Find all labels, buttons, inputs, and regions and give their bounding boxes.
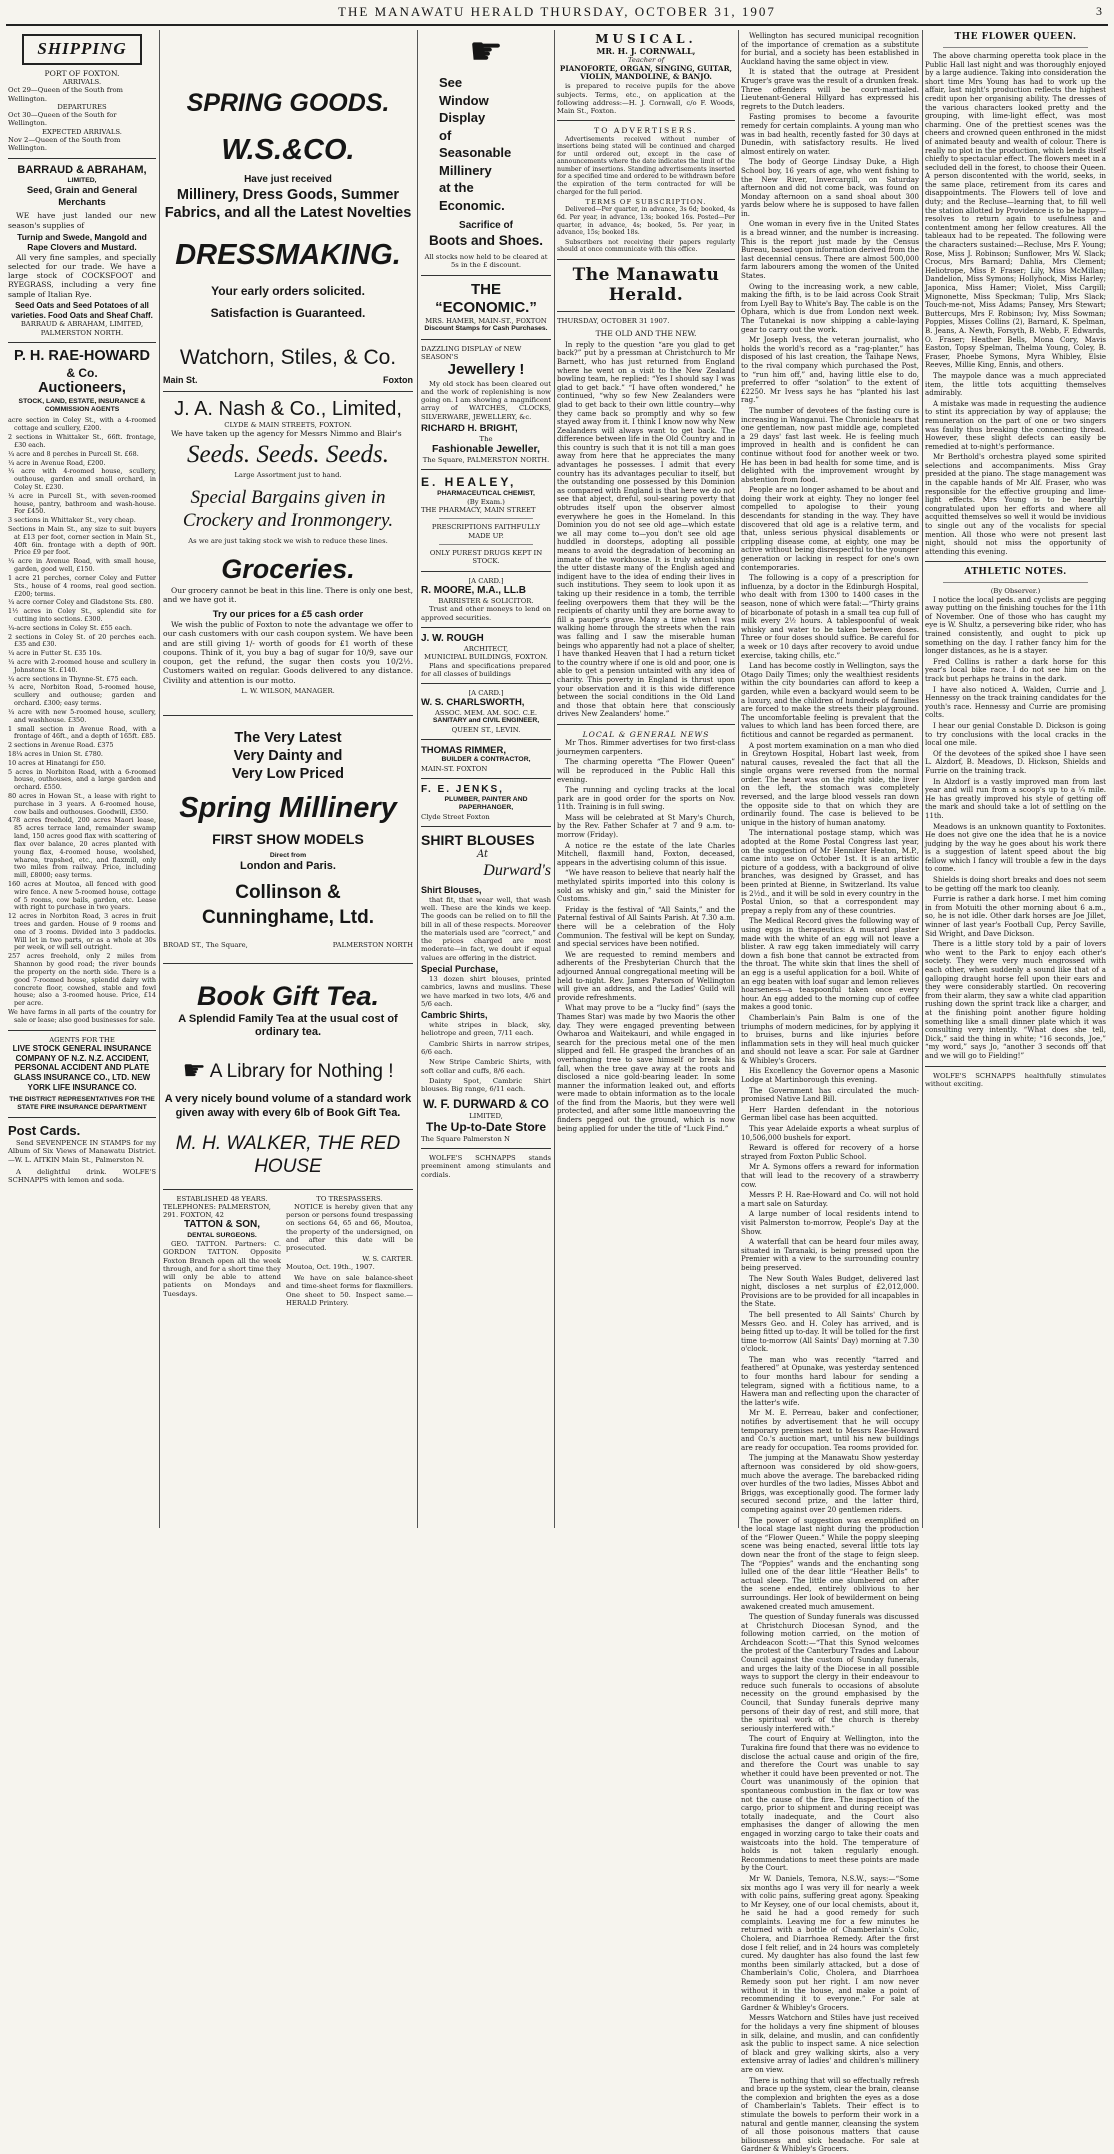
masthead-rule [6,24,1108,26]
expected-label: EXPECTED ARRIVALS. [42,127,122,136]
purest-drugs: ONLY PUREST DRUGS KEPT IN STOCK. [429,548,543,566]
news-paragraph: One woman in every five in the United States is a bread winner, and the number is increasing. This is the report just made by the Census Bureau, based upon information derived from the last decennial census. There are almost 500,000 farm labourers among the women of the United States. [741,219,919,281]
news-paragraph: Messrs Watchorn and Stiles have just received for the holidays a very fine shipment of blouses in silk, delaine, and muslin, and can confidently ask the public to inspect same. A nice selection of black and grey walking skirts, also a very extensive array of ladies' and children's millinery are on view. [741,2013,919,2074]
land-listing: 2 sections in Coley St. of 20 perches each. £35 and £30. [8,632,156,649]
flower-queen-paragraph: The above charming operetta took place in the Public Hall last night and was thoroughly enjoyed by a large audience. Taking into consideration the short time Mrs Young has had to work up the affair, last night's production reflects the highest credit upon her organising ability. The dresses of the various characters looked pretty and the grouping, with lime-light effect, was most charming. One of the prettiest scenes was the cheers and crowned queen enthroned in the midst of animated beauty and wealth of colour. There is really no plot in the production, which lends itself chiefly to spectacular effect. The flowers meet in a secluded dell in the forest, to choose their Queen. A person discontented with the world, seeks, in the same place, retirement from its cares and disappointments. The Flowers tell of love and duty; and the Recluse—learning that, to fill well the station allotted by Providence is to be happy—resolves to return again to usefulness and contentment among her fellow creatures. All the tableaux had to be repeated. The following were the characters sustained:—Recluse, Mrs F. Young; Rose, Miss J. Robinson; Sunflower, Mrs W. Slack; Crocus, Mrs Barnard; Dahlia, Mrs Clement; Heliotrope, Miss P. Fraser; Lily, Miss McMillan; Dandelion, Miss Symons; Hollyhock, Miss Harley; Japonica, Miss Hamer; Violet, Miss Cargill; Mignonette, Miss Speckman; Tulip, Mrs Slack; Touch-me-not, Miss Adams; Pansey, Mrs Stewart; Buttercups, Mrs F. Robinson; Ivy, Miss Sowman; Poppies, Misses Collins (2), Barnard, K. Spelman, B. Jeans, A. Newth, Forsyth, B. Webb, F. Edwards, O. Fraser; Heather Bells, Mona Cory, Mavis Easton, Topsy Spelman, Thelma Young, Coley, B. Fraser, Phoebe Symons, Myra Whibley, Elsie Reeves, Millie King, Ennis, and others. [925,50,1106,370]
land-listing: 2 sections in Avenue Road. £375 [8,741,114,750]
prescriptions: PRESCRIPTIONS FAITHFULLY MADE UP. [431,523,541,540]
page-number: 3 [1096,4,1102,18]
divider [557,311,735,312]
column-rule [554,30,555,1528]
land-listing: ¼ acre and 8 perches in Purcell St. £68. [8,449,139,458]
of-word: of [439,127,452,143]
barraud-sub2: Merchants [58,196,106,208]
local-item: Mass will be celebrated at St Mary's Church, by the Rev. Father Schafer at 7 and 9 a.m. to-morrow (Friday). [557,812,735,840]
flower-queen-paragraph: A mistake was made in requesting the audience to stint its appreciation by way of applause; the remuneration on the part of one or two singers was faulty thus breaking the connecting thread. However, these slight defects can easily be remedied at to-night's performance. [925,398,1106,451]
wolfes-ad: A delightful drink. WOLFE'S SCHNAPPS with lemon and soda. [8,1167,156,1185]
new-stripe: New Stripe Cambric Shirts, with soft collar and cuffs, 8/6 each. [421,1058,551,1075]
see-window-block [421,74,551,214]
seeds-heading: Seeds. Seeds. Seeds. [186,441,389,469]
flower-queen-paragraph: Mr Berthold's orchestra played some spirited selections and accompaniments. Miss Gray presided at the piano. The stage management was in the capable hands of Mr Alf. Fraser, who was responsible for the effective grouping and lime-light effects. Mrs Young is to be heartily congratulated upon her efforts and where all acquitted themselves so well it would be invidious to single out any of the vocalists for special mention. All those who were not present last night, should not miss the opportunity of attending this evening. [925,452,1106,556]
divider [421,275,551,276]
news-paragraph: The Government has circulated the much-promised Native Land Bill. [741,1085,919,1104]
walker-red-house: M. H. WALKER, THE RED HOUSE [175,1133,401,1178]
barraud-body: WE have just landed our new season's supplies of [8,211,156,230]
district-reps: THE DISTRICT REPRESENTATIVES FOR THE STATE FIRE INSURANCE DEPARTMENT [9,1095,155,1111]
land-listing: 3 sections in Whittaker St., very cheap. [8,516,136,525]
municipal-buildings: MUNICIPAL BUILDINGS, FOXTON. [424,653,548,662]
athletic-paragraph: In Alzdorf is a vastly improved man from last year and will run from a scoop's up to a ¼ mile. He has greatly improved his style of getting off the mark and should take a lot of settling on the 11th. [925,776,1106,820]
flower-queen-body [925,52,1106,556]
port-heading: PORT OF FOXTON. [44,68,120,78]
trespass-date: Moutoa, Oct. 19th., 1907. [286,1262,375,1271]
athletic-paragraph: I notice the local peds. and cyclists are pegging away putting on the finishing touches for the 11th of November. One of those who has caught my eye is W. Shultz, a persevering bike rider, who has trained consistently, and ought to pick up something on the day. I rather fancy him for the longer distances, as he is a stayer. [925,594,1106,656]
advertisers-body: Advertisements received without number of insertions being stated will be continued and charged for until ordered out, except in the case of announcements where the date indicates the limit of the number of insertions. Standing advertisements inserted for a specified time and ordered to be withdrawn before the expiration of the term contracted for will be charged for the full period. [557,135,735,196]
column-rule [922,30,923,1528]
athletic-paragraph: Meadows is an unknown quantity to Foxtonites. He does not give one the idea that he is a novice judging by the way he goes about his work there is a suggestion of latent speed about the big fellow which I fancy will trouble a few in the days to come. [925,821,1106,874]
flower-queen-paragraph: The maypole dance was a much appreciated item, the little tots acquitting themselves admirably. [925,370,1106,398]
land-listing: 1 acre 21 perches, corner Coley and Futter Sts., house of 4 rooms, real good section. £200; terms. [8,573,156,598]
land-listing: 80 acres in Howan St., a lease with right to purchase in 3 years. A 6-roomed house, cow bails and outhouses. Goodwill, £350. [8,792,156,816]
wolfes-ad: WOLFE'S SCHNAPPS healthfully stimulates without exciting. [925,1071,1106,1088]
land-listing: 12 acres in Norbiton Road, 3 acres in fruit trees and garden. House of 9 rooms and one of 3 rooms. Divided into 3 paddocks. Will let in two parts, or as a whole at 30s per week, or will sell outright. [8,912,156,952]
library-sub: A very nicely bound volume of a standard work given away with every 6lb of Book Gift Tea. [164,1093,412,1119]
square-palmerston: The Square Palmerston N [421,1134,510,1143]
land-listing: ¼-acre sections in Coley St. £55 each. [8,623,133,632]
news-paragraph: Mr W. Daniels, Temora, N.S.W., says:—“Some six months ago I was very ill for nearly a week with colic pains, suffering great agony. Speaking to Mr Keysey, one of our local chemists, about it, he said he had a good remedy for such complaints. Leaving me for a few minutes he returned with a bottle of Chamberlain's Colic, Cholera, and Diarrhoea Remedy. After the first dose I felt relief, and in 24 hours was completely cured. My daughter has also found the last few months been similarly attacked, but a dose of Chamberlain's Colic, Cholera, and Diarrhoea Remedy soon put her right. I am now never without it in the house, and make a point of recommending it to everyone.” For sale at Gardner & Whibley's Grocers. [741,1873,919,2012]
collinson-broad-st: BROAD ST., The Square, [163,940,248,949]
news-paragraph: The man who was recently “tarred and feathered” at Opunake, was yesterday sentenced to four months hard labour for sending a telegram, signed with a fictitious name, to a Hawera man and reflecting upon the character of the latter's wife. [741,1354,919,1407]
divider [421,826,551,827]
divider [925,561,1106,562]
athletic-paragraph: Fred Collins is rather a dark horse for this year's local bike race. I do not see him on the track but perhaps he trains in the dark. [925,656,1106,683]
local-item: “We have reason to believe that nearly half the methylated spirits imported into this colony is sold as whisky and gin,” said the Minister for Customs. [557,868,735,904]
pointing-hand-icon: ☛ [468,29,504,73]
agents-label: AGENTS FOR THE [49,1035,115,1044]
wolfes-ad: WOLFE'S SCHNAPPS stands preeminent among stimulants and cordials. [421,1154,551,1179]
rimmer-address: MAIN-ST. FOXTON [421,764,488,773]
bright-name: RICHARD H. BRIGHT, [421,423,518,435]
terms-label: TERMS OF SUBSCRIPTION. [585,198,707,207]
by-exam: (By Exam.) [467,497,505,506]
up-to-date-store: The Up-to-Date Store [426,1120,546,1135]
land-listing: 5 acres in Norbiton Road, with a 6-roomed house, outhouses, and a large garden and orchard. £550. [8,767,156,792]
land-listing: 1 small section in Avenue Road, with a frontage of 46ft., and a depth of 165ft. £85. [8,724,156,741]
flower-queen-heading: THE FLOWER QUEEN. [954,32,1077,42]
terms-body: Delivered—Per quarter, in advance, 3s 6d; booked, 4s 6d. Per year, in advance, 13s; booked 16s. Posted—Per quarter, in advance, 4s; booked, 5s. Per year, in advance, 15s; booked 18s. [557,206,735,237]
builder-contractor: BUILDER & CONTRACTOR, [441,756,531,764]
nash-address: CLYDE & MAIN STREETS, FOXTON. [224,420,352,429]
collinson-address [163,941,413,949]
divider [421,339,551,340]
news-paragraph: It is stated that the outrage at President Kruger's grave was the result of a drunken freak. Three offenders will be court-martialed. Lieutenant-General Hillyard has expressed his regrets to the Dutch leaders. [741,67,919,111]
tatton-body: GEO. TATTON. Partners: C. GORDON TATTON. Opposite Foxton Branch open all the week through, and for a short time they will only be able to attend patients on Mondays and Tuesdays. [163,1239,281,1298]
barraud-sign: BARRAUD & ABRAHAM, LIMITED, PALMERSTON NORTH. [20,320,144,337]
very-latest: The Very Latest [234,730,342,747]
all-stocks: All stocks now held to be cleared at 5s in the £ discount. [424,253,548,270]
plans: Plans and specifications prepared for all classes of buildings [421,661,551,678]
charlsworth-name: W. S. CHARLSWORTH, [421,697,525,709]
news-paragraph: Chamberlain's Pain Balm is one of the triumphs of modern medicines, for by applying it to bruises, burns and like injuries before inflammation sets in they will heal much quicker and should not leave a scar. For sale at Gardner & Whibley's Grocers. [741,1012,919,1065]
divider [943,582,1088,583]
moore-name: R. MOORE, M.A., LL.B [421,584,526,596]
shirt-blouses-heading: SHIRT BLOUSES [421,832,535,849]
special-purchase: Special Purchase, [421,964,499,975]
trespassers-heading: TO TRESPASSERS. [316,1194,383,1203]
collinson-name: Collinson & Cunninghame, Ltd. [201,882,375,929]
divider [163,715,413,716]
column-rule [738,30,739,1528]
barraud-items2: Seed Oats and Seed Potatoes of all varieties. Food Oats and Sheaf Chaff. [11,300,153,320]
millinery-word: Millinery [439,162,492,178]
established: ESTABLISHED 48 YEARS. [176,1194,268,1203]
dainty-spot: Dainty Spot, Cambric Shirt blouses. Big range, 6/11 each. [421,1076,551,1094]
news-paragraph: The following is a copy of a prescription for influenza, by a doctor in the Edinburgh Hospital, who dealt with from 1300 to 1400 cases in the season, none of which were fatal:—“Thirty grains of bicarbonate of potash in a small tea cup full of milk every 2½ hours. A tablespoonful of weak whisky and water to be taken between doses. Three or four doses should suffice. Be careful for a week or 10 days after recovery to avoid undue exercise, taking chills, etc.” [741,573,919,660]
special-body: 13 dozen shirt blouses, printed cambrics, lawns and muslins. These we have marked in two lots, 4/6 and 5/6 each. [421,975,551,1008]
cambric-shirts: Cambric Shirts, [421,1010,488,1021]
cambric-narrow: Cambric Shirts in narrow stripes, 6/6 each. [421,1039,551,1056]
jenks-name: F. E. JENKS, [421,784,504,796]
rae-howard-sub: STOCK, LAND, ESTATE, INSURANCE & COMMISSION AGENTS [18,397,146,414]
architect: ARCHITECT, [463,645,509,654]
sanitary-engineer: SANITARY and CIVIL ENGINEER, [432,717,540,725]
reduce-note: As we are just taking stock we wish to reduce these lines. [188,536,388,545]
very-dainty: Very Dainty and [233,747,343,764]
telephones: TELEPHONES: PALMERSTON, 291. FOXTON, 42 [163,1202,271,1220]
barraud-items: Turnip and Swede, Mangold and Rape Clovers and Mustard. [17,231,147,253]
at-word: At [477,849,489,861]
millinery-lines: Millinery, Dress Goods, Summer Fabrics, and all the Latest Novelties [164,187,412,222]
card-label: [A CARD.] [468,689,504,698]
divider [163,963,413,964]
wilson-manager: L. W. WILSON, MANAGER. [241,686,335,695]
watchorn-name: Watchorn, Stiles, & Co. [179,345,397,369]
land-listing: ¼ acre with 2-roomed house and scullery in Johnstone St. £140. [8,658,156,674]
paper-date: THURSDAY, OCTOBER 31 1907. [557,317,670,326]
economic-title: THE “ECONOMIC.” [435,280,537,316]
arrivals-label: ARRIVALS. [62,77,102,86]
subscribers-note: Subscribers not receiving their papers regularly should at once communicate with this office. [557,238,735,254]
news-paragraph: The bell presented to All Saints' Church by Messrs Geo. and H. Coley has arrived, and is being fitted up to-day. It will be tolled for the first time to-morrow (All Saints' Day) morning at 7.30 o'clock. [741,1309,919,1354]
land-listing: ¼ acre in Avenue Road, £200. [8,458,106,467]
rimmer-name: THOMAS RIMMER, [421,744,506,756]
departures-label: DEPARTURES [57,102,107,111]
divider [8,342,156,343]
trespass-ad [286,1195,413,1310]
library-row [163,1056,413,1088]
divider [421,778,551,779]
land-listing: 18¼ acres in Union St. £780. [8,749,103,758]
teacher-of: Teacher of [627,56,665,65]
news-paragraph: His Excellency the Governor opens a Masonic Lodge at Martinborough this evening. [741,1066,919,1085]
athletic-paragraph: Of the devotees of the spiked shoe I have seen L. Alzdorf, B. Meadows, D. Hickson, Shields and Furrie on the training track. [925,748,1106,775]
seasonable-word: Seasonable [439,145,512,161]
rae-howard-name: P. H. RAE-HOWARD [14,347,150,364]
athletic-paragraph: Furrie is rather a dark horse. I met him coming in from Motuiti the other morning about 6 a.m., so, he is not idle. Other dark horses are Joe Jillet, winner of last year's Football Cup, Percy Saville, Sid Wright, and Dave Dickson. [925,894,1106,938]
card-label: [A CARD.] [468,576,504,585]
rough-name: J. W. ROUGH [421,632,484,644]
display-word: Display [439,110,486,126]
land-listing: 257 acres freehold, only 2 miles from Shannon by good road; the river bounds the property on the north side. There is a good 7-roomed house, splendid dairy with concrete floor, cowshed, stable and fowl house; also a 3-roomed house. Price, £14 per acre. [8,952,156,1008]
try-prices: Try our prices for a £5 cash order [212,608,364,620]
article-heading: THE OLD AND THE NEW. [595,328,697,338]
column-rule [159,30,160,1528]
local-item: A notice re the estate of the late Charles Mitchell, flaxmill hand, Foxton, deceased, appears in the advertising column of this issue. [557,840,735,867]
barraud-body2: All very fine samples, and specially selected for our trade. We have a large stock of COCKSFOOT and RYEGRASS, including a very fine sample of Italian Rye. [8,252,156,299]
groceries-body: Our grocery cannot be beat in this line. There is only one best, and we have got it. [163,586,413,605]
athletic-paragraph: Shields is doing short breaks and does not seem to be getting off the mark too cleanly. [925,875,1106,893]
shipping-banner: SHIPPING [22,34,142,65]
news-paragraph: Reward is offered for recovery of a horse strayed from Foxton Public School. [741,1143,919,1161]
local-item: Friday is the festival of “All Saints,” and the Paternal festival of All Saints Parish. At 7.30 a.m. there will be a celebration of the Holy Communion. The festival will be kept on Sunday, and special services have been notified. [557,904,735,949]
divider [8,1030,156,1031]
book-gift-sub: A Splendid Family Tea at the usual cost of ordinary tea. [178,1012,398,1039]
spring-millinery-heading: Spring Millinery [179,792,397,825]
watchorn-address [163,375,413,386]
land-listing: ¼ acre with new 5-roomed house, scullery, and washhouse. £350. [8,707,156,724]
land-listing: 10 acres at Hinatangi for £50. [8,758,106,767]
column-rule [417,30,418,1528]
column-2 [163,32,413,1528]
healey-name: E. HEALEY, [421,474,517,489]
by-observer: (By Observer.) [990,587,1041,596]
column-5 [741,31,919,2154]
large-assortment: Large Assortment just to hand. [234,470,342,479]
local-item: Mr Thos. Rimmer advertises for two first-class journeymen carpenters. [557,738,735,756]
news-paragraph: The body of George Lindsay Duke, a High School boy, 16 years of age, who went fishing to the New River, Invercargill, on Saturday afternoon and did not come back, was found on Monday afternoon on a sand shoal about 300 yards below where he is supposed to have fallen in. [741,157,919,218]
divider [421,627,551,628]
see-word: See [439,75,463,90]
boots-shoes: Boots and Shoes. [428,232,543,248]
satisfaction: Satisfaction is Guaranteed. [210,306,366,321]
divider [421,571,551,572]
divider [421,469,551,470]
divider [421,1148,551,1149]
arrivals: Oct 29—Queen of the South from Wellington. [8,86,124,103]
local-item: What may prove to be a “lucky find” (says the Thames Star) was made by two Maoris the other day. They were engaged preventing between Owharoa and Waitekauri, and while engaged in search for the precious metal one of the men slipped and fell. He grasped the branches of an overhanging tree to save himself or break his fall, when the tree gave away at the roots and disclosed a nice gold-bearing leader. In some manner the information leaked out, and efforts were made to obtain information as to the locale of the find from the Maoris, but they were well protected, and after some little manoeuvring the finders pegged out the ground, which is now being applied for under the title of “Luck Find.” [557,1003,735,1133]
column-1 [8,32,156,1528]
nash-name: J. A. Nash & Co., Limited, [174,397,402,420]
land-listing: 160 acres at Moutoa, all fenced with good wire fence. A new 5-roomed house, cottage of 5 rooms, cow bails, garden, etc. Lease with right to purchase in two years. [8,879,156,912]
news-paragraph: Wellington has secured municipal recognition of the importance of cremation as a substitute for burial, and a society has been established in Auckland having the same object in view. [741,31,919,66]
land-listing: acre section in Coley St., with a 4-roomed cottage and scullery, £200. [8,416,156,433]
direct-from: Direct from [269,851,307,859]
divider [421,683,551,684]
jenks-address: Clyde Street Foxton [421,812,490,821]
dressmaking-heading: DRESSMAKING. [175,239,401,272]
news-paragraph: Fasting promises to become a favourite remedy for certain complaints. A young man who was in bad health, recently fasted for 30 days at Dunedin, with satisfactory results. He lived almost entirely on water. [741,112,919,156]
land-listing: 478 acres freehold, 200 acres Maori lease, 85 acres terrace land, remainder swamp land, 150 acres good flax with scattering of flax over balance, 20 acres planted with young flax, 4-roomed house, woolshed, wharea, trapshed, etc., and flaxmill, only two miles from railway. Price, including mill, £8000; easy terms. [8,816,156,880]
divider [557,120,735,121]
column-6 [925,32,1106,1528]
trespass-body: NOTICE is hereby given that any person or persons found trespassing on sections 64, 65 and 66, Moutoa, the property of the undersigned, on and after this date will be prosecuted. [286,1202,413,1253]
pharma-chemist: PHARMACEUTICAL CHEMIST, [437,489,535,497]
rae-howard-listings [8,417,156,1024]
jewellery-body: My old stock has been cleared out and the work of replenishing is now going on. I am showing a magnificent array of WATCHES, CLOCKS, SILVERWARE, JEWELLERY, &c. [421,379,551,421]
masthead-title: THE MANAWATU HERALD THURSDAY, OCTOBER 31, 1907 [338,4,776,19]
cornwall-name: MR. H. J. CORNWALL, [596,45,696,56]
expected-arrivals: Nov 2—Queen of the South from Wellington. [8,135,121,153]
land-listing: 1½ acres in Coley St., splendid site for cutting into sections. £300. [8,607,156,623]
news-paragraph: The power of suggestion was exemplified on the local stage last night during the production of the “Flower Queen.” While the poppy sleeping scene was being enacted, several little tots lay down near the front of the stage to feign sleep. The “Poppies” wands and the enchanting song lulled one of the dear little “Heather Bells” to actual sleep. The little one slumbered on after the scene ended, entirely oblivious to her surroundings. Her look of bewilderment on being awakened created much amusement. [741,1515,919,1611]
rae-howard-co: & Co. [66,365,98,380]
musical-body: is prepared to receive pupils for the above subjects. Terms, etc., on application at the following address:—H. J. Cornwall, c/o F. Woods, Main St., Foxton. [557,82,735,116]
divider [943,47,1088,48]
land-listing: ¼ acre sections in Thynne-St. £75 each. [8,674,138,683]
agents: LIVE STOCK GENERAL INSURANCE COMPANY OF N.Z. N.Z. ACCIDENT, PERSONAL ACCIDENT AND PLATE GLASS INSURANCE CO., LTD. NEW YORK LIFE INSURANCE CO. [12,1043,152,1092]
barraud-sub1: Seed, Grain and General [26,185,138,197]
collinson-palmerston: PALMERSTON NORTH [332,940,413,949]
pharmacy-address: THE PHARMACY, MAIN STREET [421,506,536,515]
column-4 [557,32,735,1528]
pointing-hand-icon: ☛ [182,1055,206,1086]
divider [439,544,533,545]
hamer-address: MRS. HAMER, MAIN-ST., FOXTON [425,317,547,326]
news-paragraph: Owing to the increasing work, a new cable, making the fifth, is to be laid across Cook Strait from Lyell Bay to White's Bay. The cable is on the Ophara, which is due from London next week. The Tutanekai is now shipping a cable-laying gear to carry out the work. [741,281,919,334]
land-listing: ¼ acre in Purcell St., with seven-roomed house, pantry, bathroom and wash-house. For £450. [8,491,156,516]
the-word: The [479,434,493,443]
news-paragraph: The international postage stamp, which was adopted at the Rome Postal Congress last year, on the suggestion of Mr Henniker Heaton, M.P., came into use on October 1st. It is an artistic picture of a goddess, with a background of olive branches, was designed by Grasset, and has been printed at Bienne, in Switzerland. Its value is 2½d., and it will be sold in every country in the Postal Union, so that a correspondent may prepay a reply from any of these countries. [741,828,919,915]
news-paragraph: Mr M. E. Perreau, baker and confectioner, notifies by advertisement that he will occupy temporary premises next to Messrs Rae-Howard and Co.'s auction mart, until his new buildings are ready for occupation. Tea rooms provided for. [741,1408,919,1452]
local-news-heading: LOCAL & GENERAL NEWS [582,729,710,739]
local-item: We are requested to remind members and adherents of the Presbyterian Church that the adjourned Annual congregational meeting will be held to-night. Rev. James Paterson of Wellington will give an address, and the Ladies' Guild will provide refreshments. [557,949,735,1002]
nash-body: We have taken up the agency for Messrs Nimmo and Blair's [171,429,402,439]
divider [163,1189,413,1190]
athletic-paragraph: I have also noticed A. Walden, Currie and J. Hennessy on the track training candidates for the youth's race. Hennessy and Currie are promising colts. [925,684,1106,720]
cash-body: We wish the public of Foxton to note the advantage we offer to our cash customers with our cash coupon system. We have been and are still giving 1/- worth of goods for £1 worth of these coupons. Think of it, you buy a bag of sugar for 10/9, save our coupon, get the refund, the sugar then costs you 10/2½. Customers waited on regular. Goods delivered to any distance. Civility and attention is our motto. [163,620,413,685]
fdurward-name: W. F. DURWARD & CO [423,1097,549,1112]
news-paragraph: A large number of local residents intend to visit Palmerston to-morrow, People's Day at the Show. [741,1209,919,1236]
spring-goods-heading: SPRING GOODS. [186,89,390,117]
land-listing: Sections in Main St., any size to suit buyers at £13 per foot, corner section in Main St., 40ft 6in. frontage with a depth of 90ft. Price £9 per foot. [8,525,156,557]
news-paragraph: This year Adelaide exports a wheat surplus of 10,506,000 bushels for export. [741,1124,919,1142]
instruments: PIANOFORTE, ORGAN, SINGING, GUITAR, VIOLIN, MANDOLINE, & BANJO. [559,63,733,82]
fashionable-jeweller: Fashionable Jeweller, [432,442,540,455]
bright-address: The Square, PALMERSTON NORTH. [422,455,550,464]
land-listing: We have farms in all parts of the country for sale or lease; also good businesses for sale. [8,1007,156,1024]
cambric-body: white stripes in black, sky, heliotrope and green, 7/11 each. [421,1021,551,1038]
watchorn-foxton: Foxton [383,374,413,385]
watchorn-main-st: Main St. [163,374,198,385]
sb-body: that fit, that wear well, that wash well. These are the kinds we keep. The goods can be relied on to fill the bill in all of these respects. Moreover the materials used are “correct,” and the prices charged are most moderate—in fact, we doubt if equal values are offering in the district. [421,895,551,962]
at-the-word: at the [439,180,474,196]
news-paragraph: The court of Enquiry at Wellington, into the Turakina fire found that there was no evidence to disclose the actual cause and origin of the fire, and therefore the Court was unable to say whether it could have been prevented or not. The Court was unanimously of the opinion that spontaneous combustion in the flax or tow was not the cause of the fire. The inspection of the cargo, prior to shipment and during receipt was totally inadequate, and the Court also emphasises the danger of allowing the men engaged in worzing cargo to take their coats and waistcoats into the hold. The temperature of holds is not taken regularly enough. Recommendations to meet these points are made by the Court. [741,1734,919,1873]
news-paragraph: Mr Joseph Ivess, the veteran journalist, who holds the world's record as a “rag-planter,” has disposed of his last creation, the Taihape News, to the rival company which purchased the Post, to “run him off,” and, having little else to do, preferred to offer “solation” to the extent of £2250. Mr Ivess says he has “planted his last rag.” [741,335,919,405]
sacrifice-of: Sacrifice of [459,220,513,232]
divider [557,724,735,725]
land-listing: ¼ acre in Avenue Road, with small house, garden, good well, £150. [8,557,156,574]
plumber: PLUMBER, PAINTER AND PAPERHANGER, [444,796,528,812]
divider [8,1117,156,1118]
news-paragraph: Mr A. Symons offers a reward for information that will lead to the recovery of a strawberry cow. [741,1162,919,1189]
athletic-paragraph: I hear our genial Constable D. Dickson is going to try conclusions with the local cracks in the local one mile. [925,720,1106,748]
paper-title: The Manawatu Herald. [572,264,720,306]
divider [439,518,533,519]
local-item: The running and cycling tracks at the local park are in good order for the sports on Nov. 11th. Training is in full swing. [557,785,735,812]
first-show-models: FIRST SHOW MODELS [212,830,364,847]
local-item: The charming operetta “The Flower Queen” will be reproduced in the Public Hall this evening. [557,757,735,784]
durwards: Durward's [483,862,551,880]
have-received: Have just received [244,173,332,185]
news-paragraph: Messrs P. H. Rae-Howard and Co. will not hold a mart sale on Saturday. [741,1190,919,1208]
athletic-notes-heading: ATHLETIC NOTES. [964,567,1067,578]
news-paragraph: People are no longer ashamed to be about and doing their work at eighty. They no longer feel compelled to apologise to their young descendants for standing in the way. They have discovered that old age is a relative term, and that, unless serious physical disablements or crippling disease come, at eighty, one may be active without being disrespectful to the younger generation or lacking in respect for one's own contemporaries. [741,485,919,572]
dental-surgeons: DENTAL SURGEONS. [187,1231,257,1239]
news-paragraph: The Medical Record gives the following way of using eggs in therapeutics: A mustard plaster made with the white of an egg will not leave a blister. A raw egg taken immediately will carry down a fish bone that cannot be extracted from the throat. The white skin that lines the shell of an egg is a useful application for a boil. White of an egg beaten with loaf sugar and lemon relieves hoarseness—a teaspoonful taken once every hour. An egg added to the morning cup of coffee makes a good tonic. [741,916,919,1012]
dazzling-display: DAZZLING DISPLAY of NEW SEASON'S [421,344,522,362]
land-listing: ¼ acre with 4-roomed house, scullery, outhouse, garden and small orchard, in Coley St. £230. [8,467,156,491]
trust-moneys: Trust and other moneys to lend on approved securities. [421,605,551,622]
news-paragraph: The question of Sunday funerals was discussed at Christchurch Diocesan Synod, and the following motion carried, on the motion of Archdeacon Scott:—“That this Synod welcomes the protest of the Canterbury Trades and Labour Council against the custom of Sunday funerals, and urges the laity of the Diocese in all possible ways to support the clergy in their endeavour to reduce such funerals to occasions of absolute necessity on the ground emphasised by the Council, that Sunday funerals deprive many persons of their day of rest, and still more, that the spiritual work of the church is thereby seriously interfered with.” [741,1612,919,1733]
divider [421,739,551,740]
ws-co-heading: W.S.&CO. [221,133,355,166]
land-listing: ¼ acre corner Coley and Gladstone Sts. £80. [8,598,154,607]
carter-sign: W. S. CARTER. [362,1254,413,1263]
news-paragraph: The number of devotees of the fasting cure is increasing in Wanganui. The Chronicle hears that one gentleman, now past middle age, completed a 29 days' fast last week. He is feeling much improved in health and is confident he can continue without food for another week or two. He has been in bad health for some time, and is delighted with the improvement wrought by abstention from food. [741,405,919,484]
very-low: Very Low Priced [231,765,345,782]
divider [8,158,156,159]
bargains-heading: Special Bargains given in Crockery and Ironmongery. [182,487,394,532]
postcards-body: Send SEVENPENCE IN STAMPS for my Album of Six Views of Manawatu District.—W. L. AITKIN Main St., Palmerston N. [8,1139,156,1164]
departures: Oct 30—Queen of the South for Wellington. [8,111,117,128]
news-paragraph: The New South Wales Budget, delivered last night, discloses a net surplus of £2,012,000. Provisions are to be provided for all incapables in the State. [741,1273,919,1309]
sb-title: Shirt Blouses, [421,884,482,895]
athletic-notes-body [925,596,1106,1061]
postcards-title: Post Cards. [8,1123,81,1139]
tatton-name: TATTON & SON, [183,1219,261,1231]
jewellery-heading: Jewellery ! [447,361,525,379]
divider [925,1066,1106,1067]
barrister: BARRISTER & SOLICITOR. [438,597,534,606]
sale-sheets: We have on sale balance-sheet and time-sheet forms for flaxmillers. One sheet to 50. Inspect same.—HERALD Printery. [286,1274,413,1307]
assoc-mem: ASSOC. MEM. AM. SOC. C.E. [434,709,538,718]
land-listing: ¼ acre in Futter St. £35 10s. [8,649,102,658]
news-paragraph: A waterfall that can be heard four miles away, situated in Taranaki, is being pressed upon the Premier with a view to the surrounding country being preserved. [741,1237,919,1272]
barraud-title: BARRAUD & ABRAHAM, [17,163,147,176]
window-word: Window [439,92,489,108]
book-gift-tea-heading: Book Gift Tea. [196,981,379,1011]
news-paragraph: Herr Harden defendant in the notorious German libel case has been acquitted. [741,1104,919,1123]
musical-heading: MUSICAL. [595,32,697,46]
rae-howard-auctioneers: Auctioneers, [38,380,126,397]
economic-word: Economic. [439,197,505,213]
fdurward-limited: LIMITED, [469,1111,503,1120]
divider [557,259,735,260]
land-listing: 2 sections in Whittaker St., 66ft. frontage, £30 each. [8,433,156,449]
discount-stamps: Discount Stamps for Cash Purchases. [424,325,548,333]
divider [163,391,413,392]
news-paragraph: The jumping at the Manawatu Show yesterday afternoon was considered by old show-goers, much above the average. The barebacked riding over hurdles of the two ladies, Misses Abbot and Briggs, was exceptionally good. The former lady secured second prize, and the latter third, competing against over 20 gentlemen riders. [741,1453,919,1514]
athletic-paragraph: There is a little story told by a pair of lovers who went to the Park to enjoy each other's society. They were very much engrossed with each other, when suddenly a sound like that of a galloping draught horse fell upon their ears and they were considerably startled. On recovering from their alarm, they saw a white clad apparition rushing down the sprint track like a charger, and at the finishing point another figure holding something like a small dinner plate which it was consulting very intently. “What does she tell, Dick,” said the thing in white; “16 seconds, Joe,” “my word,” says Jo, “another 3 seconds off that and we will go to Fielding!” [925,939,1106,1060]
bottom-ads [163,1195,413,1310]
news-paragraphs [741,32,919,2154]
news-paragraph: A post mortem examination on a man who died in Greytown Hospital, Hobart last week, from natural causes, revealed the fact that all the single organs were reversed from the normal order. The heart was on the right side, the liver on the left, the stomach was completely reversed, and the large blood vessels ran down the opposite side to that on which they are ordinarily found. The case is believed to be unique in the history of human anatomy. [741,740,919,827]
news-paragraph: There is nothing that will so effectually refresh and brace up the system, clear the brain, cleanse the complexion and brighten the eyes as a dose of Chamberlain's Tablets. Their effect is to stimulate the bowels to perform their work in a natural and gentle manner, cleansing the system of all those poisonous matters that cause biliousness and sick headache. For sale at Gardner & Whibley's Grocers. [741,2075,919,2154]
land-listing: ¼ acre, Norbiton Road, 5-roomed house, scullery and outhouse; garden and orchard. £300; easy terms. [8,683,156,708]
to-advertisers: TO ADVERTISERS. [594,126,698,136]
column-3 [421,29,551,1528]
article-body: In reply to the question “are you glad to get back?” put by a pressman at Christchurch to Mr Barnett, who has just returned from England where he went on a visit to the New Zealand bowling team, he replied: “Yes I should say I was glad to get back.” “I have often wondered,” he continued, “why so few New Zealanders were glad to get back to their own little country—why they came back so promptly and why so few stayed away from it. I think I know now why New Zealanders will always want to get back. The difference between life in the Old Country and in this country is such that it is not till a man goes away from here that he appreciates the many advantages he possesses. I admit that every country has its advantages peculiar to itself, but the outstanding one possessed by this Dominion as compared with England is that here we do not see that abject, dreful, soul-searing poverty that obtrudes itself upon the observer almost everywhere he goes in the Homeland. In this Dominion you do not see old age—which estate we all may come to—you don't see old age huddled in doorsteps, adopting all possible means to avoid the degradation of becoming an inmate of the workhouse. It is truly astonishing the utter distaste many of the English aged and indigent have to the idea of ending their lives in such institutions. They seem to look upon it as taking up their residence in a tomb, the terrible feeling overpowers them that they will be the recipients of charity until they are borne away to fill a pauper's grave. Many a time when I was walking home through the streets when the rain was falling and I saw the miserable human beings who apparently had not a place of shelter, I have thanked Heaven that I had a return ticket to the country where if one is old and poor, one is able to get a pension untainted with any idea of charity. This poverty in England is thrust upon your observation and it is this wide difference between the social conditions in the Old Land and those that obtain here that consciously drives New Zealanders' home.” [557,339,735,719]
groceries-heading: Groceries. [221,554,355,585]
library-heading: A Library for Nothing ! [209,1061,394,1083]
london-paris: London and Paris. [240,859,336,872]
news-paragraph: Land has become costly in Wellington, says the Otago Daily Times; only the wealthiest residents within the city boundaries can afford to keep a garden, while even a backyard would seem to be a luxury, and the children of hundreds of families are forced to make the streets their playground. The uncomfortable feeling is prevalent that the values to which land has been forced there, are fictitious and cannot be regarded as permanent. [741,661,919,739]
tatton-ad [163,1195,281,1310]
queen-st-levin: QUEEN ST., LEVIN. [451,725,521,734]
early-orders: Your early orders solicited. [211,283,365,298]
barraud-limited: LIMITED, [67,176,97,184]
